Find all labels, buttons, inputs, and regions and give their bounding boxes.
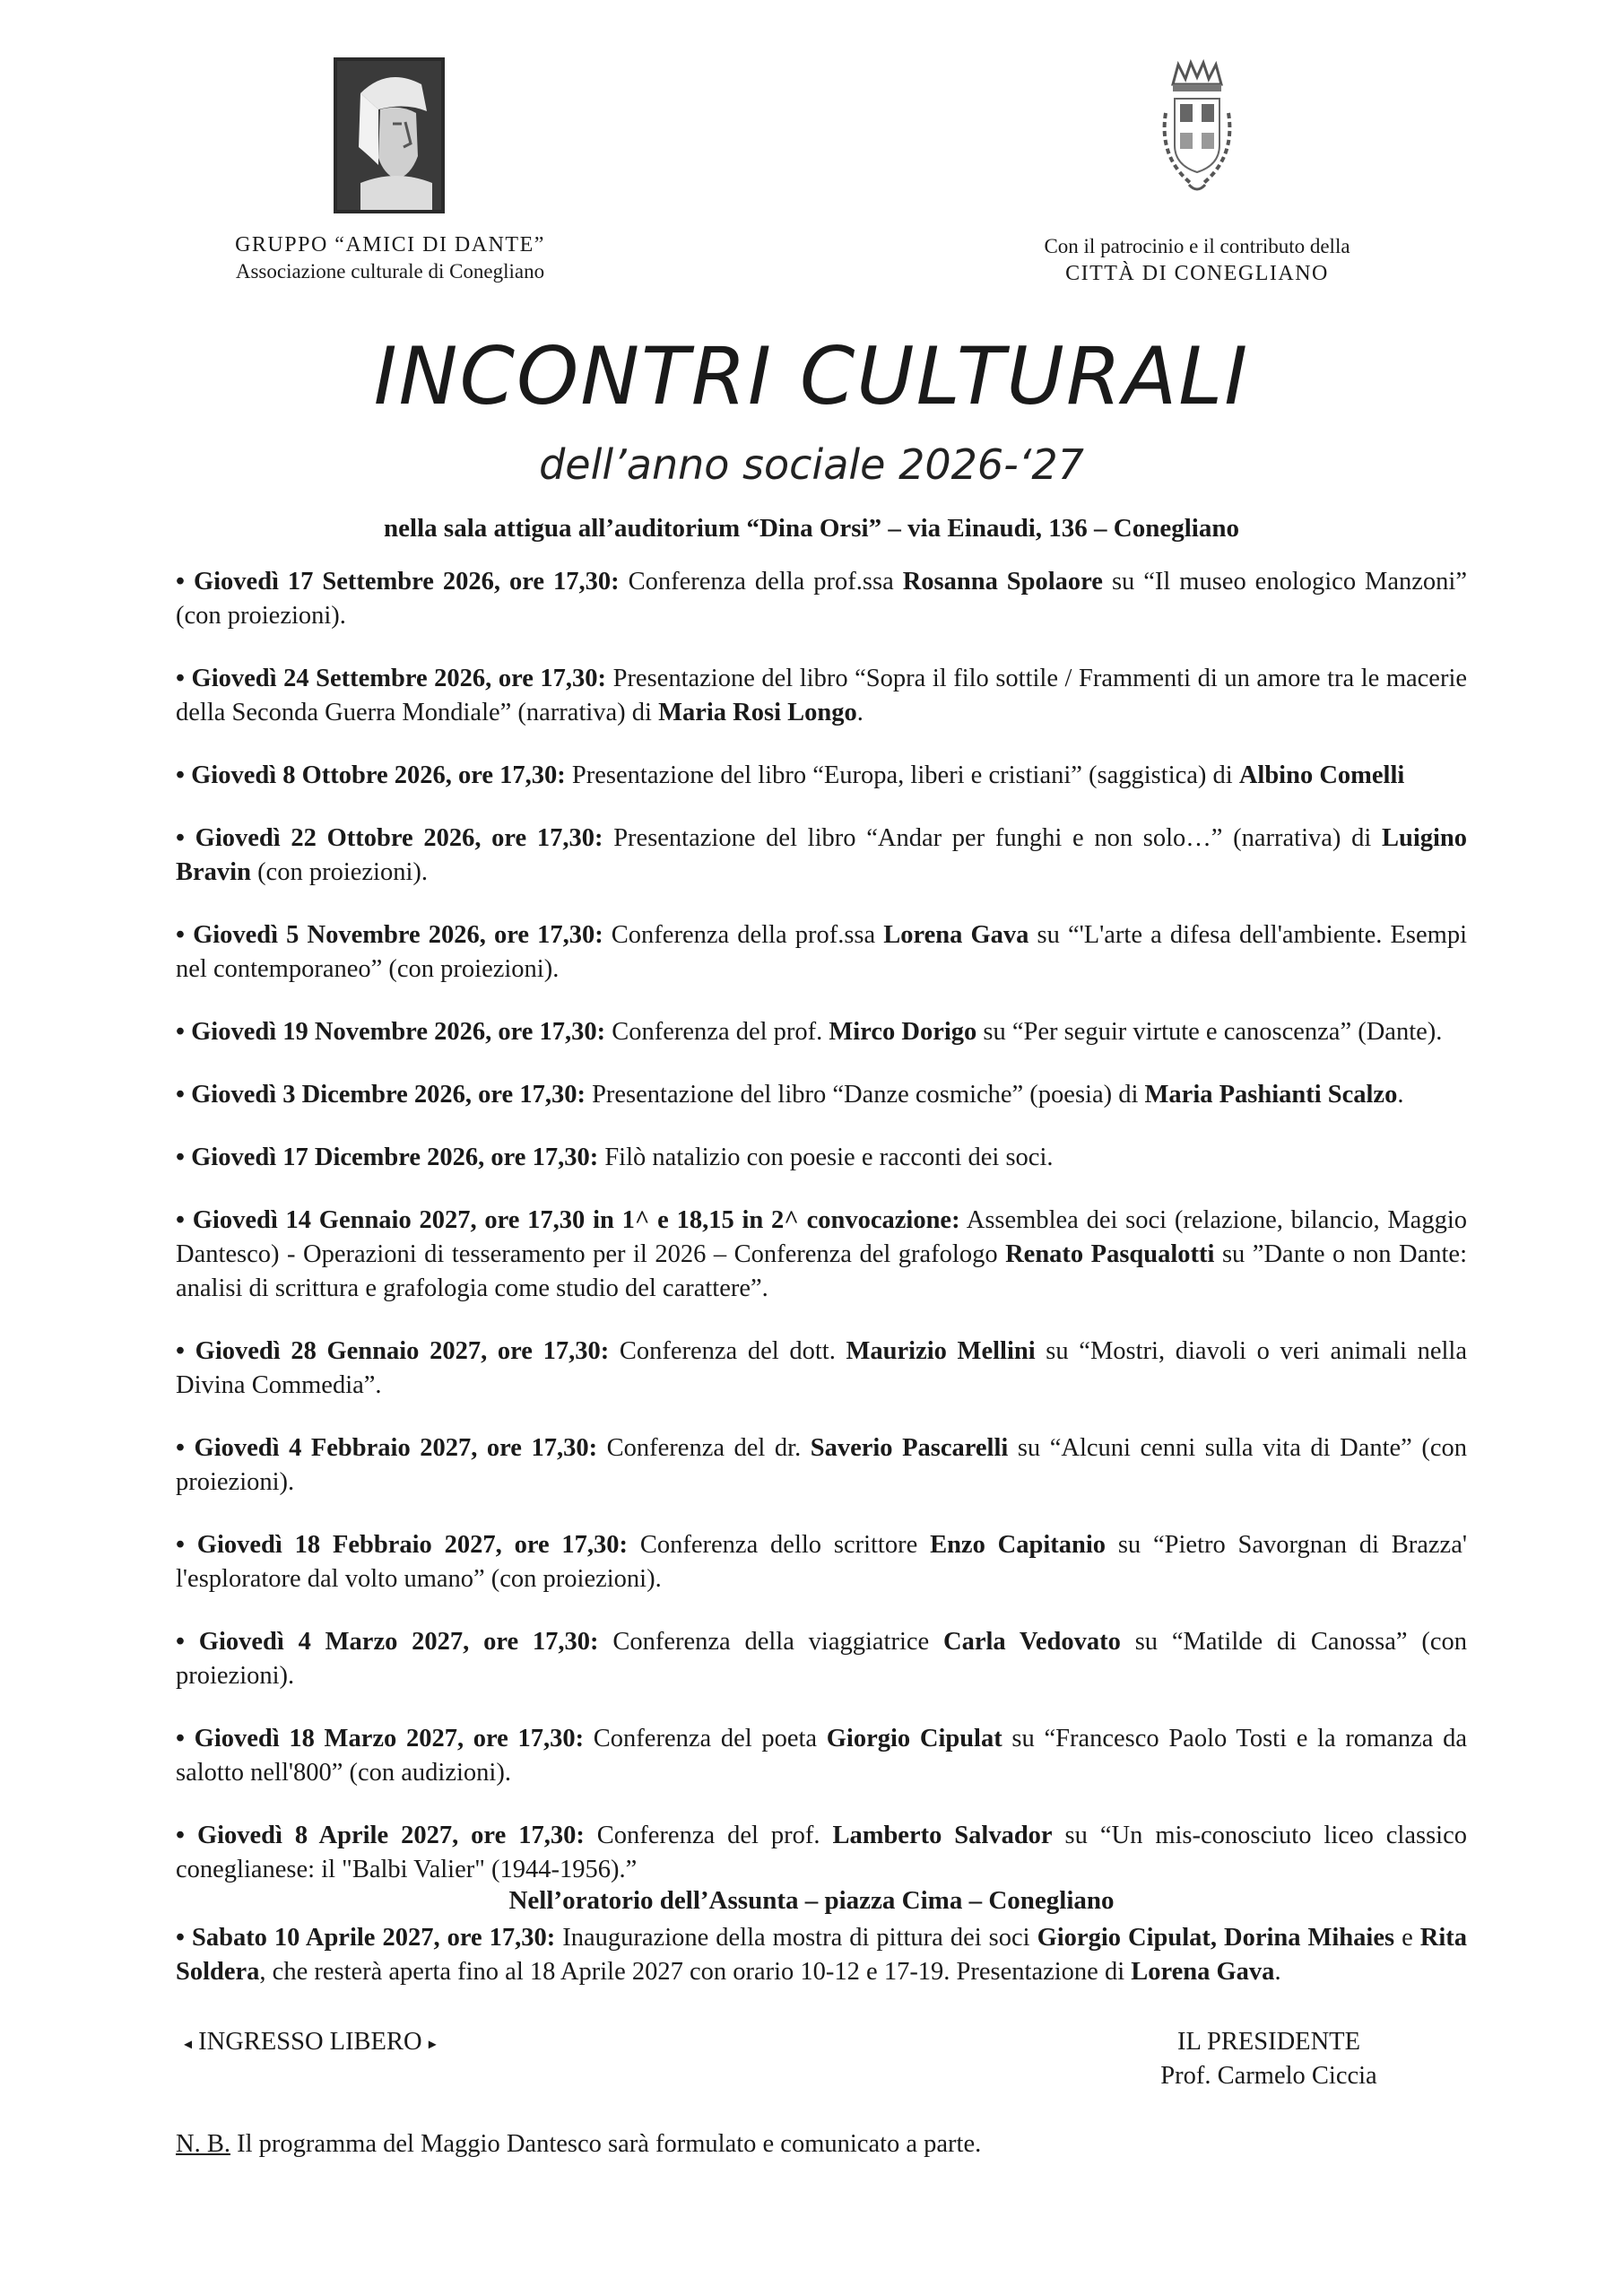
event-text: (con proiezioni). <box>250 858 428 886</box>
event-text: Conferenza del prof. <box>584 1822 833 1849</box>
second-venue-heading: Nell’oratorio dell’Assunta – piazza Cima – Conegliano <box>508 1886 1115 1915</box>
arrow-left-icon: ◂ <box>184 2034 193 2053</box>
event-speaker: Saverio Pascarelli <box>810 1434 1009 1462</box>
event-artist: Rita Soldera <box>176 1924 1467 1986</box>
event-text: Conferenza del prof. <box>605 1018 829 1046</box>
organization-block <box>206 231 574 285</box>
patronage-block <box>986 233 1408 287</box>
event-text: Conferenza del poeta <box>584 1725 827 1752</box>
event-speaker: Lorena Gava <box>883 921 1029 949</box>
event-speaker: Enzo Capitanio <box>930 1531 1107 1559</box>
event-text: Conferenza della prof.ssa <box>619 568 903 596</box>
event-text: Conferenza della viaggiatrice <box>598 1628 943 1656</box>
event-date: • Giovedì 3 Dicembre 2026, ore 17,30: <box>176 1081 586 1109</box>
footnote-text: Il programma del Maggio Dantesco sarà formulato e comunicato a parte. <box>230 2130 982 2158</box>
event-text: su “Alcuni cenni sulla vita di Dante” (con proiezioni). <box>176 1434 1467 1496</box>
event-text: su “Matilde di Canossa” (con proiezioni). <box>176 1628 1467 1690</box>
event-date: • Giovedì 18 Febbraio 2027, ore 17,30: <box>176 1531 629 1559</box>
organization-subtitle: Associazione culturale di Conegliano <box>235 260 545 283</box>
event-item <box>176 1335 1467 1403</box>
event-speaker: Luigino Bravin <box>176 824 1468 886</box>
event-text: . <box>856 699 864 726</box>
event-text: Conferenza dello scrittore <box>628 1531 931 1559</box>
event-text: Conferenza del dott. <box>609 1337 846 1365</box>
patronage-line: Con il patrocinio e il contributo della <box>1044 235 1350 257</box>
event-text: su “'L'arte a difesa dell'ambiente. Esempi nel contemporaneo” (con proiezioni). <box>176 921 1468 983</box>
event-text: su ”Dante o non Dante: analisi di scrittura e grafologia come studio del carattere”. <box>176 1240 1467 1302</box>
event-text: Conferenza del dr. <box>597 1434 811 1462</box>
president-name: Prof. Carmelo Ciccia <box>1160 2062 1377 2090</box>
event-speaker: Maurizio Mellini <box>846 1337 1036 1365</box>
event-text: su “Mostri, diavoli o veri animali nella Divina Commedia”. <box>176 1337 1467 1399</box>
free-entry-note <box>184 2025 437 2060</box>
footnote <box>176 2127 981 2161</box>
event-date: • Giovedì 5 Novembre 2026, ore 17,30: <box>176 921 603 949</box>
page-title: INCONTRI CULTURALI <box>373 330 1250 422</box>
event-date: • Giovedì 4 Marzo 2027, ore 17,30: <box>176 1628 599 1656</box>
event-date: • Sabato 10 Aprile 2027, ore 17,30: <box>176 1924 556 1952</box>
event-date: • Giovedì 24 Settembre 2026, ore 17,30: <box>176 665 607 692</box>
event-item <box>176 1078 1467 1112</box>
event-text: su “Per seguir virtute e canoscenza” (Dante). <box>976 1018 1443 1046</box>
event-text: . <box>1274 1958 1281 1986</box>
event-speaker: Albino Comelli <box>1238 761 1405 789</box>
page-subtitle: dell’anno sociale 2026-‘27 <box>539 440 1084 489</box>
event-text: Inaugurazione della mostra di pittura dei soci <box>555 1924 1037 1952</box>
footnote-label: N. B. <box>176 2130 230 2158</box>
event-date: • Giovedì 14 Gennaio 2027, ore 17,30 in 1^ e 18,15 in 2^ convocazione: <box>176 1206 960 1234</box>
event-date: • Giovedì 8 Aprile 2027, ore 17,30: <box>176 1822 585 1849</box>
event-item <box>176 759 1467 793</box>
event-text: Presentazione del libro “Europa, liberi e cristiani” (saggistica) di <box>565 761 1239 789</box>
event-text: , che resterà aperta fino al 18 Aprile 2027 con orario 10-12 e 17-19. Presentazione di <box>259 1958 1132 1986</box>
event-item <box>176 1625 1467 1693</box>
event-text: su “Il museo enologico Manzoni” (con proiezioni). <box>176 568 1468 630</box>
event-text: e <box>1394 1924 1420 1952</box>
event-presenter: Lorena Gava <box>1131 1958 1275 1986</box>
event-text: su “Un mis-conosciuto liceo classico coneglianese: il "Balbi Valier" (1944-1956).” <box>176 1822 1467 1883</box>
event-speaker: Mirco Dorigo <box>829 1018 977 1046</box>
event-item <box>176 1204 1467 1306</box>
event-speaker: Carla Vedovato <box>942 1628 1121 1656</box>
event-item <box>176 1141 1467 1175</box>
event-item <box>176 1819 1467 1887</box>
event-date: • Giovedì 28 Gennaio 2027, ore 17,30: <box>176 1337 610 1365</box>
city-crest-logo <box>1139 59 1255 203</box>
event-item <box>176 822 1467 890</box>
event-text: Assemblea dei soci (relazione, bilancio, Maggio Dantesco) - Operazioni di tesseramento per il 2026 – Conferenza del grafologo <box>176 1206 1467 1268</box>
event-speaker: Renato Pasqualotti <box>1005 1240 1215 1268</box>
event-date: • Giovedì 19 Novembre 2026, ore 17,30: <box>176 1018 606 1046</box>
exhibition-event <box>176 1921 1467 1989</box>
event-text: Conferenza della prof.ssa <box>603 921 884 949</box>
free-entry-label: INGRESSO LIBERO <box>198 2028 422 2056</box>
event-text: Presentazione del libro “Danze cosmiche” (poesia) di <box>585 1081 1145 1109</box>
president-signature <box>1134 2025 1403 2093</box>
event-artists: Giorgio Cipulat, Dorina Mihaies <box>1037 1924 1395 1952</box>
event-text: Filò natalizio con poesie e racconti dei soci. <box>598 1144 1054 1171</box>
event-item <box>176 662 1467 730</box>
event-item <box>176 1015 1467 1049</box>
event-speaker: Maria Rosi Longo <box>658 699 857 726</box>
city-name: CITTÀ DI CONEGLIANO <box>1065 262 1329 285</box>
event-text: su “Francesco Paolo Tosti e la romanza da salotto nell'800” (con audizioni). <box>176 1725 1468 1787</box>
president-title: IL PRESIDENTE <box>1177 2028 1360 2056</box>
event-text: su “Pietro Savorgnan di Brazza' l'esploratore dal volto umano” (con proiezioni). <box>176 1531 1467 1593</box>
event-date: • Giovedì 18 Marzo 2027, ore 17,30: <box>176 1725 585 1752</box>
event-speaker: Rosanna Spolaore <box>902 568 1103 596</box>
events-list <box>176 565 1467 1916</box>
event-item <box>176 918 1467 987</box>
venue-heading: nella sala attigua all’auditorium “Dina Orsi” – via Einaudi, 136 – Conegliano <box>384 514 1239 543</box>
event-speaker: Giorgio Cipulat <box>826 1725 1002 1752</box>
event-speaker: Maria Pashianti Scalzo <box>1144 1081 1398 1109</box>
event-date: • Giovedì 17 Dicembre 2026, ore 17,30: <box>176 1144 599 1171</box>
event-date: • Giovedì 4 Febbraio 2027, ore 17,30: <box>176 1434 598 1462</box>
arrow-right-icon: ▸ <box>428 2034 437 2053</box>
event-text: Presentazione del libro “Andar per funghi e non solo…” (narrativa) di <box>603 824 1382 852</box>
event-speaker: Lamberto Salvador <box>832 1822 1053 1849</box>
event-date: • Giovedì 8 Ottobre 2026, ore 17,30: <box>176 761 566 789</box>
event-date: • Giovedì 22 Ottobre 2026, ore 17,30: <box>176 824 603 852</box>
event-item <box>176 1722 1467 1790</box>
organization-name: GRUPPO “AMICI DI DANTE” <box>235 233 545 257</box>
event-date: • Giovedì 17 Settembre 2026, ore 17,30: <box>176 568 620 596</box>
dante-portrait-logo <box>334 57 445 213</box>
event-item <box>176 565 1467 633</box>
event-text: Presentazione del libro “Sopra il filo sottile / Frammenti di un amore tra le macerie della Seconda Guerra Mondiale” (narrativa) di <box>176 665 1468 726</box>
event-text: . <box>1397 1081 1404 1109</box>
event-item <box>176 1528 1467 1596</box>
event-item <box>176 1431 1467 1500</box>
